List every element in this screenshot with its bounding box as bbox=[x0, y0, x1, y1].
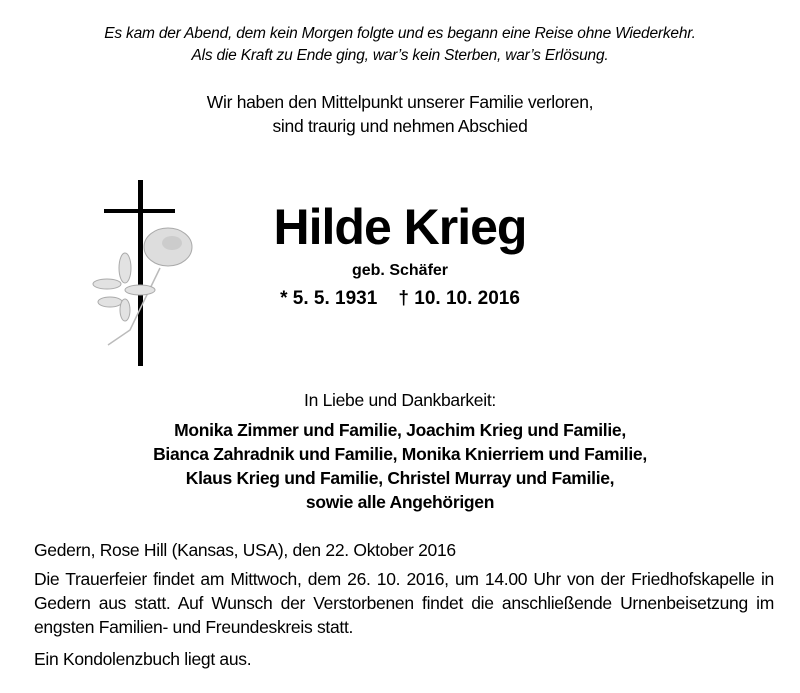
place-date: Gedern, Rose Hill (Kansas, USA), den 22. Oktober 2016 bbox=[34, 540, 456, 560]
birth-date: * 5. 5. 1931 bbox=[280, 288, 378, 309]
maiden-name: geb. Schäfer bbox=[351, 262, 449, 279]
intro-line-1: Wir haben den Mittelpunkt unserer Familie verloren, bbox=[206, 92, 594, 112]
deceased-name: Hilde Krieg bbox=[273, 199, 527, 255]
motto-line-2: Als die Kraft zu Ende ging, war’s kein Sterben, war’s Erlösung. bbox=[191, 47, 609, 64]
mourners-line-1: Monika Zimmer und Familie, Joachim Krieg und Familie, bbox=[174, 420, 626, 440]
intro-line-2: sind traurig und nehmen Abschied bbox=[272, 116, 528, 136]
motto-line-1: Es kam der Abend, dem kein Morgen folgte und es begann eine Reise ohne Wiederkehr. bbox=[104, 25, 696, 42]
condolence-note: Ein Kondolenzbuch liegt aus. bbox=[34, 649, 252, 669]
mourners-line-3: Klaus Krieg und Familie, Christel Murray und Familie, bbox=[185, 468, 615, 488]
mourners-line-4: sowie alle Angehörigen bbox=[305, 492, 495, 512]
mourners-heading: In Liebe und Dankbarkeit: bbox=[304, 390, 496, 410]
mourners-line-2: Bianca Zahradnik und Familie, Monika Knierriem und Familie, bbox=[153, 444, 647, 464]
death-date: † 10. 10. 2016 bbox=[398, 288, 520, 309]
funeral-info: Die Trauerfeier findet am Mittwoch, dem 26. 10. 2016, um 14.00 Uhr von der Friedhofskapelle in Gedern aus statt. Auf Wunsch der Verstorbenen findet die anschließende Urnenbeisetzung im engsten Familien- und Freundeskreis statt. bbox=[34, 569, 774, 637]
life-dates bbox=[0, 288, 800, 310]
